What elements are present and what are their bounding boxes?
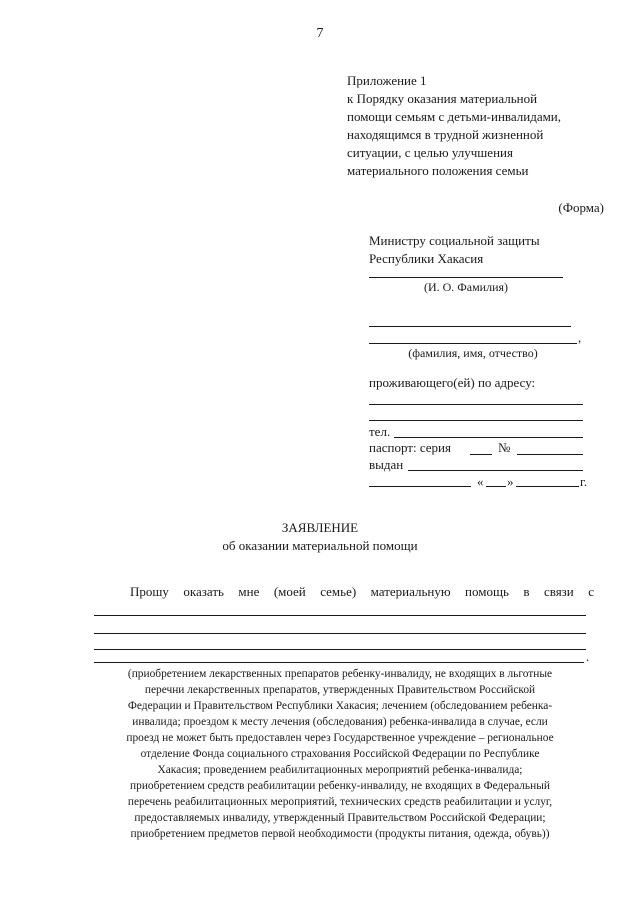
year-suffix: г.	[580, 474, 588, 489]
addressee-caption: (И. О. Фамилия)	[423, 280, 509, 294]
reasons-caption	[80, 666, 600, 842]
reason-line: инвалида; проездом к месту лечения (обследования) ребенка-инвалида в случае, если	[132, 716, 548, 728]
applicant-caption: (фамилия, имя, отчество)	[408, 346, 538, 360]
request-line	[94, 615, 586, 616]
issued-by-line	[369, 486, 471, 487]
document-subtitle: об оказании материальной помощи	[222, 538, 418, 553]
issued-label: выдан	[369, 457, 404, 472]
reason-line: Федерации и Правительством Республики Хакасия; лечением (обследованием ребенка-	[127, 700, 553, 712]
request-text	[94, 584, 594, 600]
appendix-line: материального положения семьи	[347, 163, 529, 178]
reason-line: Хакасия; проведением реабилитационных мероприятий ребенка-инвалида;	[157, 764, 523, 776]
reason-line: приобретением предметов первой необходимости (продукты питания, одежда, обувь))	[130, 828, 550, 840]
request-word: оказать	[183, 584, 224, 599]
form-label: (Форма)	[558, 200, 604, 215]
passport-series-line	[470, 454, 492, 455]
applicant-comma: ,	[578, 330, 582, 345]
date-close-quote: »	[507, 474, 514, 489]
request-end-dot: .	[586, 649, 590, 664]
request-word: мне	[238, 584, 260, 599]
address-line	[369, 420, 583, 421]
address-label: проживающего(ей) по адресу:	[369, 375, 536, 390]
reason-line: приобретением средств реабилитации ребенку-инвалиду, не входящих в Федеральный	[130, 780, 550, 792]
request-word: семье)	[320, 584, 357, 599]
reason-line: предоставляемых инвалиду, утвержденный Правительством Российской Федерации;	[134, 812, 546, 824]
date-month-line	[516, 486, 579, 487]
appendix-line: находящимся в трудной жизненной	[347, 127, 544, 142]
document-title: ЗАЯВЛЕНИЕ	[281, 520, 359, 535]
appendix-line: помощи семьям с детьми-инвалидами,	[347, 109, 562, 124]
addressee-line1: Министру социальной защиты	[369, 233, 540, 248]
passport-number-sign: №	[498, 440, 511, 455]
appendix-line: ситуации, с целью улучшения	[347, 145, 513, 160]
reason-line: (приобретением лекарственных препаратов ребенку-инвалиду, не входящих в льготные	[127, 668, 553, 680]
reason-line: отделение Фонда социального страхования Российской Федерации по Республике	[140, 748, 540, 760]
request-word: Прошу	[130, 584, 169, 599]
appendix-header	[347, 72, 561, 180]
request-line	[94, 633, 586, 634]
appendix-line: Приложение 1	[347, 73, 427, 88]
passport-label: паспорт: серия	[369, 440, 451, 455]
date-day-line	[486, 486, 506, 487]
request-line	[94, 662, 584, 663]
applicant-name-line	[369, 343, 577, 344]
request-word: в	[523, 584, 530, 599]
request-paragraph	[94, 584, 594, 600]
reason-line: проезд не может быть предоставлен через Государственное учреждение – региональное	[126, 732, 554, 744]
reason-line: перечень реабилитационных мероприятий, технических средств реабилитации и услуг,	[127, 796, 553, 808]
passport-number-line	[517, 454, 583, 455]
request-word: помощь	[465, 584, 509, 599]
address-line	[369, 404, 583, 405]
page-number: 7	[316, 26, 324, 41]
appendix-line: к Порядку оказания материальной	[347, 91, 538, 106]
addressee-line2: Республики Хакасия	[369, 251, 484, 266]
addressee-name-line	[369, 277, 563, 278]
request-word: с	[588, 584, 594, 599]
request-word: материальную	[370, 584, 451, 599]
request-line	[94, 649, 586, 650]
request-word: (моей	[273, 584, 306, 599]
request-word: связи	[543, 584, 574, 599]
applicant-name-line	[369, 326, 571, 327]
issued-line	[408, 470, 583, 471]
reason-line: перечни лекарственных препаратов, утвержденных Правительством Российской	[144, 684, 536, 696]
phone-label: тел.	[369, 424, 391, 439]
phone-line	[394, 437, 583, 438]
date-open-quote: «	[477, 474, 484, 489]
